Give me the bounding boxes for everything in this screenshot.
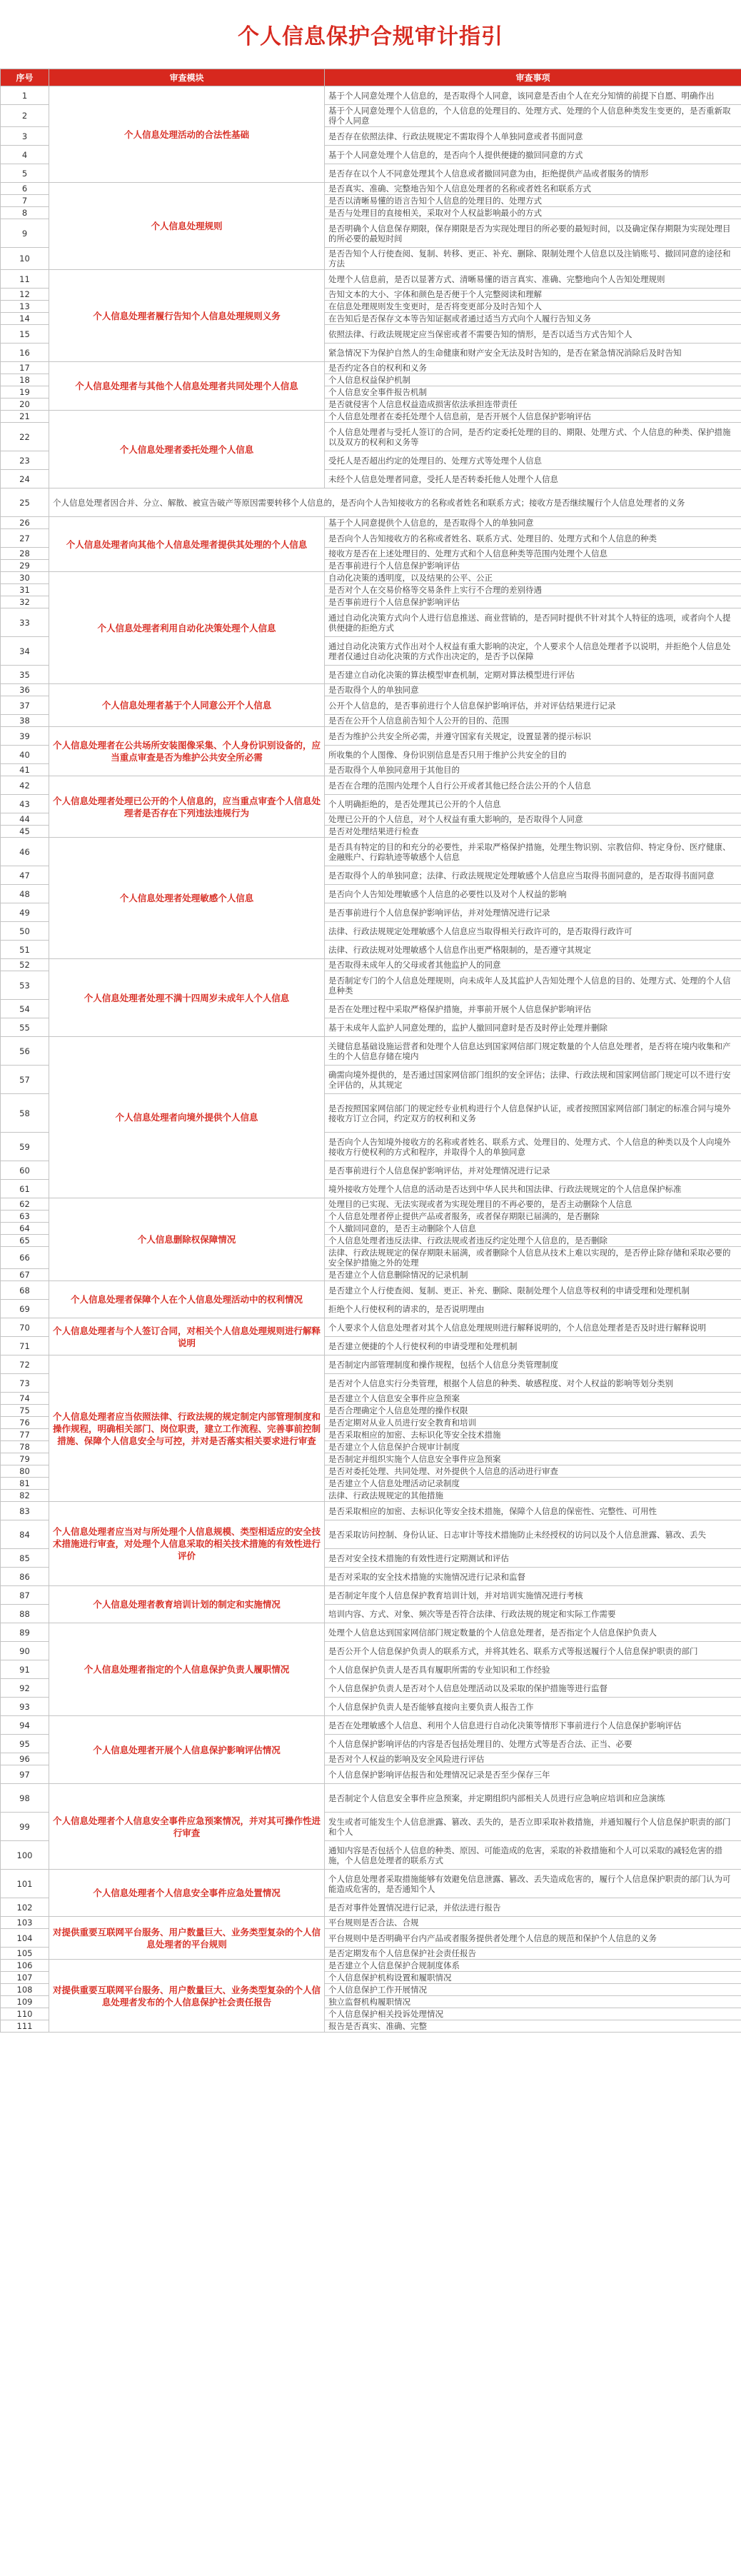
audit-item: 是否对处理结果进行检查: [325, 826, 741, 838]
audit-item: 是否采取相应的加密、去标识化等安全技术措施，保障个人信息的保密性、完整性、可用性: [325, 1502, 741, 1520]
table-row: [1, 1198, 741, 1211]
table-row: [1, 838, 741, 866]
row-number: 70: [1, 1318, 49, 1337]
row-number: 104: [1, 1929, 49, 1948]
audit-item: 个人信息安全事件报告机制: [325, 386, 741, 399]
row-number: 109: [1, 1996, 49, 2008]
audit-item: 是否定期发布个人信息保护社会责任报告: [325, 1948, 741, 1960]
audit-item: 是否对安全技术措施的有效性进行定期测试和评估: [325, 1549, 741, 1568]
audit-item: 是否建立自动化决策的算法模型审查机制，定期对算法模型进行评估: [325, 666, 741, 684]
audit-module: 个人信息处理者处理已公开的个人信息的，应当重点审查个人信息处理者是否存在下列违法违规行为: [49, 776, 325, 838]
audit-item: 公开个人信息的，是否事前进行个人信息保护影响评估，并对评估结果进行记录: [325, 696, 741, 715]
row-number: 101: [1, 1870, 49, 1898]
audit-table: [0, 69, 741, 2033]
audit-module: 个人信息处理者向其他个人信息处理者提供其处理的个人信息: [49, 517, 325, 572]
row-number: 91: [1, 1660, 49, 1679]
audit-item: 是否在处理过程中采取严格保护措施，并事前开展个人信息保护影响评估: [325, 1000, 741, 1018]
audit-module: 个人信息处理者利用自动化决策处理个人信息: [49, 572, 325, 684]
row-number: 79: [1, 1453, 49, 1465]
row-number: 10: [1, 248, 49, 270]
audit-item: 法律、行政法规规定处理敏感个人信息应当取得相关行政许可的，是否取得行政许可: [325, 922, 741, 941]
audit-item: 个人信息处理者停止提供产品或者服务，或者保存期限已届满的，是否删除: [325, 1211, 741, 1223]
row-number: 12: [1, 289, 49, 301]
audit-item: 通过自动化决策方式向个人进行信息推送、商业营销的，是否同时提供不针对其个人特征的选项，或者向个人提供便捷的拒绝方式: [325, 608, 741, 637]
audit-item: 个人信息处理者违反法律、行政法规或者违反约定处理个人信息的，是否删除: [325, 1235, 741, 1247]
table-row: [1, 1960, 741, 1972]
row-number: 111: [1, 2020, 49, 2033]
audit-item: 是否采取访问控制、身份认证、日志审计等技术措施防止未经授权的访问以及个人信息泄露、篡改、丢失: [325, 1520, 741, 1549]
audit-item: 在信息处理规则发生变更时，是否将变更部分及时告知个人: [325, 301, 741, 313]
audit-item: 是否制定年度个人信息保护教育培训计划，并对培训实施情况进行考核: [325, 1586, 741, 1605]
table-row: [1, 488, 741, 517]
row-number: 97: [1, 1765, 49, 1784]
audit-item: 个人信息保护工作开展情况: [325, 1984, 741, 1996]
audit-module: 个人信息处理者委托处理个人信息: [49, 411, 325, 488]
audit-item: 是否向个人告知接收方的名称或者姓名、联系方式、处理目的、处理方式和个人信息的种类: [325, 529, 741, 548]
audit-item: 个人信息保护负责人是否具有履职所需的专业知识和工作经验: [325, 1660, 741, 1679]
audit-item: 是否对事件处置情况进行记录，并依法进行报告: [325, 1898, 741, 1917]
table-row: [1, 1281, 741, 1300]
audit-item: 是否制定个人信息安全事件应急预案，并定期组织内部相关人员进行应急响应培训和应急演练: [325, 1784, 741, 1813]
row-number: 24: [1, 470, 49, 488]
table-row: [1, 776, 741, 795]
audit-item: 确需向境外提供的，是否通过国家网信部门组织的安全评估；法律、行政法规和国家网信部门规定可以不进行安全评估的，从其规定: [325, 1066, 741, 1094]
column-header-number: 序号: [1, 69, 49, 86]
audit-item: 依照法律、行政法规规定应当保密或者不需要告知的情形，是否以适当方式告知个人: [325, 325, 741, 344]
row-number: 71: [1, 1337, 49, 1355]
audit-item: 个人信息保护相关投诉处理情况: [325, 2008, 741, 2020]
row-number: 106: [1, 1960, 49, 1972]
row-number: 30: [1, 572, 49, 584]
audit-item: 所收集的个人图像、身份识别信息是否只用于维护公共安全的目的: [325, 746, 741, 764]
row-number: 86: [1, 1568, 49, 1586]
audit-item: 紧急情况下为保护自然人的生命健康和财产安全无法及时告知的，是否在紧急情况消除后及时告知: [325, 344, 741, 362]
audit-item: 接收方是否在上述处理目的、处理方式和个人信息种类等范围内处理个人信息: [325, 548, 741, 560]
row-number: 96: [1, 1753, 49, 1765]
row-number: 52: [1, 959, 49, 971]
row-number: 108: [1, 1984, 49, 1996]
audit-module: 个人信息处理者应当对与所处理个人信息规模、类型相适应的安全技术措施进行审查，对处理个人信息采取的相关技术措施的有效性进行评价: [49, 1502, 325, 1586]
audit-item: 是否具有特定的目的和充分的必要性，并采取严格保护措施，处理生物识别、宗教信仰、特定身份、医疗健康、金融账户、行踪轨迹等敏感个人信息: [325, 838, 741, 866]
row-number: 81: [1, 1478, 49, 1490]
audit-module: 个人信息处理活动的合法性基础: [49, 86, 325, 183]
audit-item: 受托人是否超出约定的处理目的、处理方式等处理个人信息: [325, 451, 741, 470]
audit-item: 是否为维护公共安全所必需，并遵守国家有关规定，设置显著的提示标识: [325, 727, 741, 746]
row-number: 40: [1, 746, 49, 764]
row-number: 105: [1, 1948, 49, 1960]
audit-module: 个人信息处理者开展个人信息保护影响评估情况: [49, 1716, 325, 1784]
audit-item: 是否就侵害个人信息权益造成损害依法承担连带责任: [325, 399, 741, 411]
audit-item: 是否在处理敏感个人信息、利用个人信息进行自动化决策等情形下事前进行个人信息保护影响评估: [325, 1716, 741, 1735]
row-number: 26: [1, 517, 49, 529]
row-number: 35: [1, 666, 49, 684]
row-number: 48: [1, 885, 49, 903]
audit-item: 培训内容、方式、对象、频次等是否符合法律、行政法规的规定和实际工作需要: [325, 1605, 741, 1623]
row-number: 28: [1, 548, 49, 560]
row-number: 3: [1, 127, 49, 146]
audit-item: 基于个人同意处理个人信息的，是否向个人提供便捷的撤回同意的方式: [325, 146, 741, 164]
audit-item: 基于个人同意提供个人信息的，是否取得个人的单独同意: [325, 517, 741, 529]
audit-item: 关键信息基础设施运营者和处理个人信息达到国家网信部门规定数量的个人信息处理者，是否将在境内收集和产生的个人信息存储在境内: [325, 1037, 741, 1066]
audit-item: 是否对采取的安全技术措施的实施情况进行记录和监督: [325, 1568, 741, 1586]
row-number: 82: [1, 1490, 49, 1502]
audit-item: 是否明确个人信息保存期限，保存期限是否为实现处理目的所必要的最短时间，以及确定保存期限为实现处理目的所必要的最短时间: [325, 219, 741, 248]
row-number: 59: [1, 1133, 49, 1161]
audit-item: 处理目的已实现、无法实现或者为实现处理目的不再必要的，是否主动删除个人信息: [325, 1198, 741, 1211]
audit-item: 个人信息保护负责人是否对个人信息处理活动以及采取的保护措施等进行监督: [325, 1679, 741, 1698]
audit-item: 境外接收方处理个人信息的活动是否达到中华人民共和国法律、行政法规规定的个人信息保护标准: [325, 1180, 741, 1198]
audit-item: 是否约定各自的权利和义务: [325, 362, 741, 374]
row-number: 61: [1, 1180, 49, 1198]
table-row: [1, 684, 741, 696]
audit-module: 个人信息处理者处理敏感个人信息: [49, 838, 325, 959]
audit-item: 基于个人同意处理个人信息的，个人信息的处理目的、处理方式、处理的个人信息种类发生变更的，是否重新取得个人同意: [325, 105, 741, 127]
table-row: [1, 1502, 741, 1520]
audit-item: 法律、行政法规规定的保存期限未届满，或者删除个人信息从技术上难以实现的，是否停止除存储和采取必要的安全保护措施之外的处理: [325, 1247, 741, 1269]
row-number: 77: [1, 1429, 49, 1441]
audit-item: 是否按照国家网信部门的规定经专业机构进行个人信息保护认证，或者按照国家网信部门制定的标准合同与境外接收方订立合同，约定双方的权利和义务: [325, 1094, 741, 1133]
row-number: 60: [1, 1161, 49, 1180]
row-number: 102: [1, 1898, 49, 1917]
row-number: 6: [1, 183, 49, 195]
audit-module: 个人信息处理者个人信息安全事件应急处置情况: [49, 1870, 325, 1917]
row-number: 27: [1, 529, 49, 548]
table-row: [1, 86, 741, 105]
row-number: 11: [1, 270, 49, 289]
audit-item: 个人信息处理者采取措施能够有效避免信息泄露、篡改、丢失造成危害的，履行个人信息保护职责的部门认为可能造成危害的，是否通知个人: [325, 1870, 741, 1898]
row-number: 58: [1, 1094, 49, 1133]
row-number: 2: [1, 105, 49, 127]
table-row: [1, 1355, 741, 1374]
audit-item: 是否建立个人信息删除情况的记录机制: [325, 1269, 741, 1281]
audit-item: 平台规则是否合法、合规: [325, 1917, 741, 1929]
row-number: 51: [1, 941, 49, 959]
row-number: 103: [1, 1917, 49, 1929]
audit-item: 报告是否真实、准确、完整: [325, 2020, 741, 2033]
table-row: [1, 1037, 741, 1066]
audit-item: 法律、行政法规规定的其他措施: [325, 1490, 741, 1502]
column-header-module: 审查模块: [49, 69, 325, 86]
row-number: 50: [1, 922, 49, 941]
row-number: 43: [1, 795, 49, 813]
audit-module: 个人信息处理者处理不满十四周岁未成年人个人信息: [49, 959, 325, 1037]
row-number: 39: [1, 727, 49, 746]
audit-item: 平台规则中是否明确平台内产品或者服务提供者处理个人信息的规范和保护个人信息的义务: [325, 1929, 741, 1948]
audit-item: 是否对个人权益的影响及安全风险进行评估: [325, 1753, 741, 1765]
row-number: 69: [1, 1300, 49, 1318]
row-number: 84: [1, 1520, 49, 1549]
row-number: 36: [1, 684, 49, 696]
audit-item: 是否建立个人信息安全事件应急预案: [325, 1393, 741, 1405]
row-number: 21: [1, 411, 49, 423]
row-number: 55: [1, 1018, 49, 1037]
row-number: 73: [1, 1374, 49, 1393]
audit-item: 是否对委托处理、共同处理、对外提供个人信息的活动进行审查: [325, 1465, 741, 1478]
row-number: 17: [1, 362, 49, 374]
audit-item: 个人撤回同意的，是否主动删除个人信息: [325, 1223, 741, 1235]
row-number: 32: [1, 596, 49, 608]
row-number: 9: [1, 219, 49, 248]
audit-item: 是否对个人信息实行分类管理，根据个人信息的种类、敏感程度、对个人权益的影响等划分类别: [325, 1374, 741, 1393]
row-number: 8: [1, 207, 49, 219]
audit-item: 个人要求个人信息处理者对其个人信息处理规则进行解释说明的，个人信息处理者是否及时进行解释说明: [325, 1318, 741, 1337]
row-number: 87: [1, 1586, 49, 1605]
audit-module: 个人信息处理者在公共场所安装图像采集、个人身份识别设备的，应当重点审查是否为维护公共安全所必需: [49, 727, 325, 776]
row-number: 23: [1, 451, 49, 470]
audit-item: 是否存在以个人不同意处理其个人信息或者撤回同意为由，拒绝提供产品或者服务的情形: [325, 164, 741, 183]
audit-item: 自动化决策的透明度，以及结果的公平、公正: [325, 572, 741, 584]
audit-module: 个人信息处理者保障个人在个人信息处理活动中的权利情况: [49, 1281, 325, 1318]
audit-item: 是否真实、准确、完整地告知个人信息处理者的名称或者姓名和联系方式: [325, 183, 741, 195]
audit-item: 个人信息处理者与受托人签订的合同，是否约定委托处理的目的、期限、处理方式、个人信息的种类、保护措施以及双方的权利和义务等: [325, 423, 741, 451]
audit-item: 是否建立个人信息保护合规审计制度: [325, 1441, 741, 1453]
audit-module: 个人信息处理者与其他个人信息处理者共同处理个人信息: [49, 362, 325, 411]
row-number: 49: [1, 903, 49, 922]
audit-item: 告知文本的大小、字体和颜色是否便于个人完整阅读和理解: [325, 289, 741, 301]
row-number: 18: [1, 374, 49, 386]
audit-item: 法律、行政法规对处理敏感个人信息作出更严格限制的，是否遵守其规定: [325, 941, 741, 959]
audit-module: 对提供重要互联网平台服务、用户数量巨大、业务类型复杂的个人信息处理者的平台规则: [49, 1917, 325, 1960]
audit-item: 个人明确拒绝的，是否处理其已公开的个人信息: [325, 795, 741, 813]
audit-item: 是否在合理的范围内处理个人自行公开或者其他已经合法公开的个人信息: [325, 776, 741, 795]
table-row: [1, 1716, 741, 1735]
audit-item: 是否取得个人的单独同意: [325, 684, 741, 696]
audit-module: 个人信息处理者履行告知个人信息处理规则义务: [49, 270, 325, 362]
audit-item: 是否以清晰易懂的语言告知个人信息的处理目的、处理方式: [325, 195, 741, 207]
row-number: 92: [1, 1679, 49, 1698]
audit-item: 是否事前进行个人信息保护影响评估，并对处理情况进行记录: [325, 903, 741, 922]
row-number: 65: [1, 1235, 49, 1247]
audit-item: 是否对个人在交易价格等交易条件上实行不合理的差别待遇: [325, 584, 741, 596]
table-row: [1, 270, 741, 289]
table-row: [1, 1917, 741, 1929]
audit-item: 是否建立个人信息保护合规制度体系: [325, 1960, 741, 1972]
row-number: 94: [1, 1716, 49, 1735]
audit-item: 在告知后是否保存文本等告知证据或者通过适当方式向个人履行告知义务: [325, 313, 741, 325]
row-number: 37: [1, 696, 49, 715]
row-number: 63: [1, 1211, 49, 1223]
row-number: 45: [1, 826, 49, 838]
audit-item: 是否在公开个人信息前告知个人公开的目的、范围: [325, 715, 741, 727]
row-number: 46: [1, 838, 49, 866]
audit-item: 是否存在依照法律、行政法规规定不需取得个人单独同意或者书面同意: [325, 127, 741, 146]
row-number: 47: [1, 866, 49, 885]
audit-item: 个人信息保护影响评估的内容是否包括处理目的、处理方式等是否合法、正当、必要: [325, 1735, 741, 1753]
table-header-row: [1, 69, 741, 86]
row-number: 41: [1, 764, 49, 776]
row-number: 95: [1, 1735, 49, 1753]
audit-item: 是否取得未成年人的父母或者其他监护人的同意: [325, 959, 741, 971]
row-number: 20: [1, 399, 49, 411]
table-row: [1, 362, 741, 374]
row-number: 25: [1, 488, 49, 517]
row-number: 89: [1, 1623, 49, 1642]
audit-item: 是否取得个人单独同意用于其他目的: [325, 764, 741, 776]
audit-item: 个人信息保护负责人是否能够直接向主要负责人报告工作: [325, 1698, 741, 1716]
audit-item: 是否制定内部管理制度和操作规程，包括个人信息分类管理制度: [325, 1355, 741, 1374]
row-number: 98: [1, 1784, 49, 1813]
audit-module: 个人信息删除权保障情况: [49, 1198, 325, 1281]
row-number: 67: [1, 1269, 49, 1281]
audit-item: 是否定期对从业人员进行安全教育和培训: [325, 1417, 741, 1429]
row-number: 29: [1, 560, 49, 572]
column-header-item: 审查事项: [325, 69, 741, 86]
row-number: 110: [1, 2008, 49, 2020]
row-number: 13: [1, 301, 49, 313]
audit-module: 个人信息处理者指定的个人信息保护负责人履职情况: [49, 1623, 325, 1716]
audit-item: 通过自动化决策方式作出对个人权益有重大影响的决定，个人要求个人信息处理者予以说明，并拒绝个人信息处理者仅通过自动化决策的方式作出决定的，是否予以保障: [325, 637, 741, 666]
audit-item: 是否建立个人行使查阅、复制、更正、补充、删除、限制处理个人信息等权利的申请受理和处理机制: [325, 1281, 741, 1300]
row-number: 68: [1, 1281, 49, 1300]
row-number: 99: [1, 1813, 49, 1841]
row-number: 64: [1, 1223, 49, 1235]
audit-item: 是否事前进行个人信息保护影响评估: [325, 596, 741, 608]
audit-module: 个人信息处理者与个人签订合同，对相关个人信息处理规则进行解释说明: [49, 1318, 325, 1355]
audit-module: 个人信息处理者应当依照法律、行政法规的规定制定内部管理制度和操作规程，明确相关部门、岗位职责，建立工作流程、完善事前控制措施、保障个人信息安全与可控，并对是否落实相关要求进行审查: [49, 1355, 325, 1502]
audit-item: 个人信息权益保护机制: [325, 374, 741, 386]
audit-module: 个人信息处理者向境外提供个人信息: [49, 1037, 325, 1198]
row-number: 42: [1, 776, 49, 795]
row-number: 85: [1, 1549, 49, 1568]
row-number: 75: [1, 1405, 49, 1417]
row-number: 16: [1, 344, 49, 362]
row-number: 54: [1, 1000, 49, 1018]
row-number: 74: [1, 1393, 49, 1405]
audit-item: 处理个人信息前，是否以显著方式、清晰易懂的语言真实、准确、完整地向个人告知处理规则: [325, 270, 741, 289]
audit-item: 是否公开个人信息保护负责人的联系方式，并将其姓名、联系方式等报送履行个人信息保护职责的部门: [325, 1642, 741, 1660]
row-number: 44: [1, 813, 49, 826]
row-number: 22: [1, 423, 49, 451]
audit-item: 是否建立便捷的个人行使权利的申请受理和处理机制: [325, 1337, 741, 1355]
audit-item: 是否制定专门的个人信息处理规则，向未成年人及其监护人告知处理个人信息的目的、处理方式、处理的个人信息种类: [325, 971, 741, 1000]
audit-item: 未经个人信息处理者同意，受托人是否转委托他人处理个人信息: [325, 470, 741, 488]
row-number: 93: [1, 1698, 49, 1716]
table-row: [1, 183, 741, 195]
audit-module: 对提供重要互联网平台服务、用户数量巨大、业务类型复杂的个人信息处理者发布的个人信息保护社会责任报告: [49, 1960, 325, 2033]
audit-item: 个人信息处理者在委托处理个人信息前，是否开展个人信息保护影响评估: [325, 411, 741, 423]
table-row: [1, 1784, 741, 1813]
table-row: [1, 1870, 741, 1898]
row-number: 14: [1, 313, 49, 325]
audit-item: 独立监督机构履职情况: [325, 1996, 741, 2008]
table-row: [1, 1318, 741, 1337]
audit-item: 基于个人同意处理个人信息的，是否取得个人同意，该同意是否由个人在充分知情的前提下自愿、明确作出: [325, 86, 741, 105]
audit-item: 处理已公开的个人信息，对个人权益有重大影响的，是否取得个人同意: [325, 813, 741, 826]
row-number: 83: [1, 1502, 49, 1520]
audit-item: 基于未成年人监护人同意处理的，监护人撤回同意时是否及时停止处理并删除: [325, 1018, 741, 1037]
row-number: 88: [1, 1605, 49, 1623]
row-number: 4: [1, 146, 49, 164]
audit-item: 是否与处理目的直接相关，采取对个人权益影响最小的方式: [325, 207, 741, 219]
row-number: 33: [1, 608, 49, 637]
audit-module: 个人信息处理者教育培训计划的制定和实施情况: [49, 1586, 325, 1623]
row-number: 53: [1, 971, 49, 1000]
row-number: 15: [1, 325, 49, 344]
table-row: [1, 411, 741, 423]
audit-item: 是否取得个人的单独同意；法律、行政法规规定处理敏感个人信息应当取得书面同意的，是否取得书面同意: [325, 866, 741, 885]
audit-item: 是否建立个人信息处理活动记录制度: [325, 1478, 741, 1490]
row-number: 34: [1, 637, 49, 666]
page-title: 个人信息保护合规审计指引: [238, 24, 503, 49]
audit-item: 是否向个人告知处理敏感个人信息的必要性以及对个人权益的影响: [325, 885, 741, 903]
audit-module: 个人信息处理者个人信息安全事件应急预案情况，并对其可操作性进行审查: [49, 1784, 325, 1870]
audit-item: 是否制定并组织实施个人信息安全事件应急预案: [325, 1453, 741, 1465]
row-number: 72: [1, 1355, 49, 1374]
row-number: 1: [1, 86, 49, 105]
audit-item: 发生或者可能发生个人信息泄露、篡改、丢失的，是否立即采取补救措施，并通知履行个人信息保护职责的部门和个人: [325, 1813, 741, 1841]
table-row: [1, 1586, 741, 1605]
row-number: 62: [1, 1198, 49, 1211]
row-number: 76: [1, 1417, 49, 1429]
audit-item: 是否事前进行个人信息保护影响评估: [325, 560, 741, 572]
table-row: [1, 959, 741, 971]
audit-item: 个人信息保护机构设置和履职情况: [325, 1972, 741, 1984]
audit-item: 是否事前进行个人信息保护影响评估，并对处理情况进行记录: [325, 1161, 741, 1180]
table-row: [1, 727, 741, 746]
table-body: [1, 86, 741, 2033]
row-number: 66: [1, 1247, 49, 1269]
row-number: 31: [1, 584, 49, 596]
table-row: [1, 517, 741, 529]
audit-item: 是否向个人告知境外接收方的名称或者姓名、联系方式、处理目的、处理方式、个人信息的种类以及个人向境外接收方行使权利的方式和程序，并取得个人的单独同意: [325, 1133, 741, 1161]
audit-item: 是否告知个人行使查阅、复制、转移、更正、补充、删除、限制处理个人信息以及注销账号、撤回同意的途径和方法: [325, 248, 741, 270]
row-number: 57: [1, 1066, 49, 1094]
audit-item: 个人信息保护影响评估报告和处理情况记录是否至少保存三年: [325, 1765, 741, 1784]
row-number: 90: [1, 1642, 49, 1660]
audit-module: 个人信息处理者基于个人同意公开个人信息: [49, 684, 325, 727]
row-number: 100: [1, 1841, 49, 1870]
row-number: 56: [1, 1037, 49, 1066]
table-row: [1, 1623, 741, 1642]
row-number: 78: [1, 1441, 49, 1453]
table-row: [1, 572, 741, 584]
row-number: 7: [1, 195, 49, 207]
full-width-item: 个人信息处理者因合并、分立、解散、被宣告破产等原因需要转移个人信息的，是否向个人告知接收方的名称或者姓名和联系方式；接收方是否继续履行个人信息处理者的义务: [49, 488, 741, 517]
audit-item: 拒绝个人行使权利的请求的，是否说明理由: [325, 1300, 741, 1318]
audit-item: 处理个人信息达到国家网信部门规定数量的个人信息处理者，是否指定个人信息保护负责人: [325, 1623, 741, 1642]
row-number: 5: [1, 164, 49, 183]
row-number: 19: [1, 386, 49, 399]
audit-item: 是否采取相应的加密、去标识化等安全技术措施: [325, 1429, 741, 1441]
audit-module: 个人信息处理规则: [49, 183, 325, 270]
audit-item: 通知内容是否包括个人信息的种类、原因、可能造成的危害，采取的补救措施和个人可以采取的减轻危害的措施，个人信息处理者的联系方式: [325, 1841, 741, 1870]
row-number: 80: [1, 1465, 49, 1478]
audit-item: 是否合理确定个人信息处理的操作权限: [325, 1405, 741, 1417]
row-number: 107: [1, 1972, 49, 1984]
row-number: 38: [1, 715, 49, 727]
